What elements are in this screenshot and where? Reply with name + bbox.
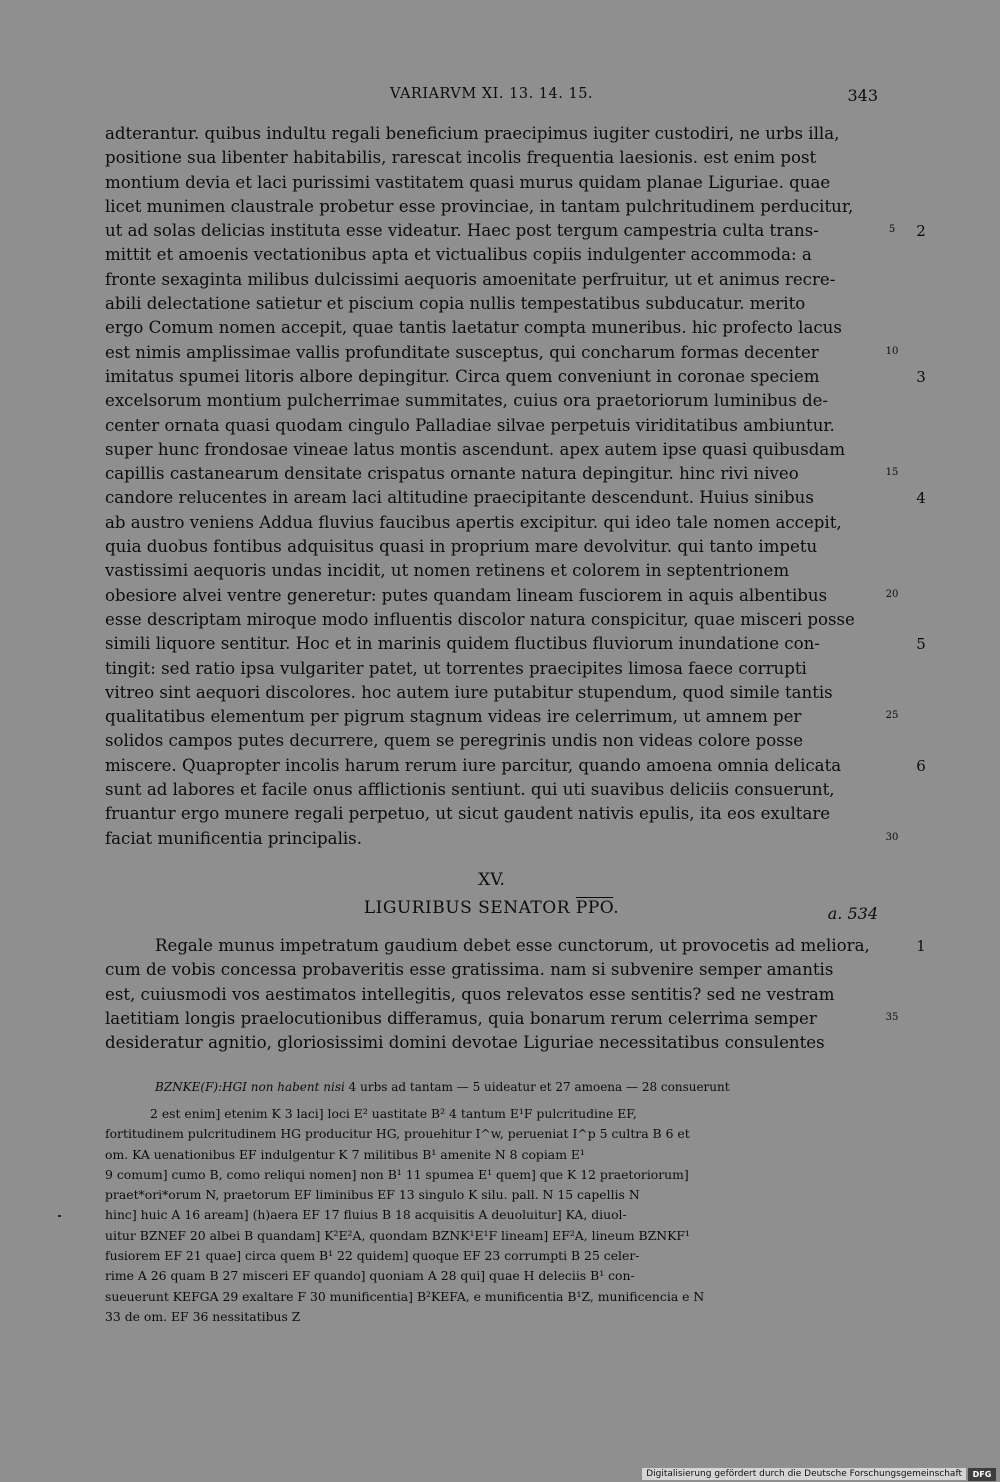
text-line <box>105 827 945 851</box>
margin-line-number <box>878 535 906 559</box>
text-line <box>105 389 945 413</box>
line-text: fruantur ergo munere regali perpetuo, ut sicut gaudent nativis epulis, ita eos exultare <box>105 804 831 824</box>
margin-line-number <box>878 316 906 340</box>
margin-section-number <box>906 657 936 681</box>
text-line <box>105 729 945 753</box>
line-text: vitreo sint aequori discolores. hoc autem iure putabitur stupendum, quod simile tantis <box>105 682 833 702</box>
text-line <box>105 1031 945 1055</box>
apparatus-note-line: sueuerunt KEFGA 29 exaltare F 30 munificentia] B²KEFA, e munificentia B¹Z, munificencia e N <box>105 1288 705 1304</box>
running-head <box>105 86 878 110</box>
line-text: mittit et amoenis vectationibus apta et victualibus copiis indulgenter accommoda: a <box>105 245 812 265</box>
line-text: est, cuiusmodi vos aestimatos intellegitis, quos relevatos esse sentitis? sed ne vestram <box>105 984 835 1004</box>
margin-line-number <box>878 983 906 1007</box>
scan-speck <box>58 1215 61 1217</box>
margin-line-number <box>878 195 906 219</box>
apparatus-note-line: hinc] huic A 16 aream] (h)aera EF 17 fluius B 18 acquisitis A deuoluitur] KA, diuol- <box>105 1207 627 1223</box>
margin-line-number <box>878 243 906 267</box>
apparatus-note-line: fusiorem EF 21 quae] circa quem B¹ 22 quidem] quoque EF 23 corrumpti B 25 celer- <box>105 1248 640 1264</box>
text-line <box>105 1007 945 1031</box>
margin-section-number <box>906 511 936 535</box>
margin-section-number: 6 <box>916 756 926 775</box>
apparatus-note-line: 2 est enim] etenim K 3 laci] loci E² uastitate B² 4 tantum E¹F pulcritudine EF, <box>150 1106 637 1121</box>
margin-line-number: 20 <box>885 588 899 600</box>
line-text: miscere. Quapropter incolis harum rerum iure parcitur, quando amoena omnia delicata <box>105 755 842 775</box>
margin-section-number <box>906 535 936 559</box>
running-title: VARIARVM XI. 13. 14. 15. <box>389 86 594 102</box>
margin-line-number <box>878 122 906 146</box>
text-line <box>105 608 945 632</box>
margin-line-number <box>878 729 906 753</box>
margin-line-number <box>878 171 906 195</box>
margin-section-number <box>906 1031 936 1055</box>
line-text: simili liquore sentitur. Hoc et in marinis quidem fluctibus fluviorum inundatione con- <box>105 634 820 654</box>
margin-line-number <box>878 389 906 413</box>
margin-section-number: 1 <box>916 937 926 955</box>
margin-section-number: 3 <box>916 367 926 386</box>
text-line <box>105 146 945 170</box>
letter-date: a. 534 <box>827 904 878 923</box>
margin-line-number <box>878 146 906 170</box>
page-number: 343 <box>847 86 878 105</box>
margin-section-number <box>906 195 936 219</box>
margin-section-number <box>906 389 936 413</box>
margin-line-number: 35 <box>885 1011 899 1023</box>
margin-section-number <box>906 729 936 753</box>
line-text: desideratur agnitio, gloriosissimi domini devotae Liguriae necessitatibus consulentes <box>105 1033 825 1053</box>
margin-section-number <box>906 778 936 802</box>
letter-number: XV. <box>478 870 505 890</box>
line-text: Regale munus impetratum gaudium debet esse cunctorum, ut provocetis ad meliora, <box>155 936 870 955</box>
apparatus-summary-rest: 4 urbs ad tantam — 5 uideatur et 27 amoena — 28 consuerunt <box>348 1080 730 1094</box>
margin-section-number <box>906 414 936 438</box>
line-text: excelsorum montium pulcherrimae summitates, cuius ora praetoriorum luminibus de- <box>105 391 829 411</box>
margin-line-number: 5 <box>888 224 896 236</box>
dfg-logo: DFG <box>968 1468 996 1481</box>
line-text: capillis castanearum densitate crispatus ornante natura depingitur. hinc rivi niveo <box>105 464 799 484</box>
text-line <box>105 535 945 559</box>
letter-text-block <box>105 934 945 1055</box>
margin-line-number <box>878 511 906 535</box>
line-text: vastissimi aequoris undas incidit, ut nomen retinens et colorem in septentrionem <box>105 561 790 581</box>
line-text: tingit: sed ratio ipsa vulgariter patet, ut torrentes praecipites limosa faece corrupti <box>105 658 807 678</box>
margin-line-number <box>878 681 906 705</box>
text-line <box>105 438 945 462</box>
text-line <box>105 802 945 826</box>
margin-line-number <box>878 657 906 681</box>
margin-line-number <box>878 559 906 583</box>
margin-line-number: 30 <box>885 831 899 843</box>
margin-line-number: 15 <box>885 467 899 479</box>
line-text: ergo Comum nomen accepit, quae tantis laetatur compta muneribus. hic profecto lacus <box>105 318 842 338</box>
margin-line-number: 10 <box>885 345 899 357</box>
line-text: adterantur. quibus indultu regali beneficium praecipimus iugiter custodiri, ne urbs illa, <box>105 124 840 143</box>
text-line <box>105 584 945 608</box>
line-text: faciat munificentia principalis. <box>105 828 362 848</box>
margin-section-number: 2 <box>916 222 926 241</box>
margin-section-number <box>906 983 936 1007</box>
text-line <box>105 243 945 267</box>
letter-title-suffix: . <box>613 898 620 918</box>
apparatus-note-line: praet*ori*orum N, praetorum EF liminibus EF 13 singulo K silu. pall. N 15 capellis N <box>105 1187 640 1203</box>
line-text: obesiore alvei ventre generetur: putes quandam lineam fusciorem in aquis albentibus <box>105 585 828 605</box>
letter-title-abbreviation: $\overline{PPO}$ <box>575 898 614 918</box>
margin-section-number <box>906 802 936 826</box>
line-text: solidos campos putes decurrere, quem se peregrinis undis non videas colore posse <box>105 731 804 751</box>
line-text: est nimis amplissimae vallis profunditate susceptus, qui concharum formas decenter <box>105 342 819 362</box>
line-text: qualitatibus elementum per pigrum stagnum videas ire celerrimum, ut amnem per <box>105 707 802 727</box>
text-line <box>105 462 945 486</box>
text-line <box>105 681 945 705</box>
text-line <box>105 958 945 982</box>
line-text: licet munimen claustrale probetur esse provinciae, in tantam pulchritudinem perducitur, <box>105 196 854 216</box>
margin-line-number <box>878 1031 906 1055</box>
text-line <box>105 511 945 535</box>
margin-line-number <box>878 754 906 778</box>
text-line <box>105 778 945 802</box>
margin-section-number <box>906 462 936 486</box>
line-text: imitatus spumei litoris albore depingitur. Circa quem conveniunt in coronae speciem <box>105 366 820 386</box>
margin-section-number <box>906 341 936 365</box>
text-line <box>105 341 945 365</box>
margin-section-number <box>906 292 936 316</box>
apparatus-note-line: uitur BZNEF 20 albei B quandam] K²E²A, quondam BZNK¹E¹F lineam] EF²A, lineum BZNKF¹ <box>105 1227 690 1243</box>
text-line <box>105 195 945 219</box>
margin-line-number <box>878 365 906 389</box>
margin-line-number <box>878 934 906 958</box>
apparatus-summary <box>155 1080 878 1094</box>
line-text: ab austro veniens Addua fluvius faucibus apertis excipitur. qui ideo tale nomen accepit, <box>105 512 842 532</box>
line-text: abili delectatione satietur et piscium copia nullis tempestatibus subducatur. merito <box>105 294 806 314</box>
margin-line-number <box>878 632 906 656</box>
margin-section-number <box>906 705 936 729</box>
margin-section-number <box>906 146 936 170</box>
margin-section-number <box>906 827 936 851</box>
margin-section-number <box>906 681 936 705</box>
digitization-credit: Digitalisierung gefördert durch die Deutsche Forschungsgemeinschaft <box>642 1468 966 1480</box>
margin-section-number <box>906 122 936 146</box>
line-text: esse descriptam miroque modo influentis discolor natura conspicitur, quae misceri posse <box>105 609 855 629</box>
text-line <box>105 414 945 438</box>
margin-section-number <box>906 584 936 608</box>
line-text: center ornata quasi quodam cingulo Palladiae silvae perpetuis viriditatibus ambiuntur. <box>105 415 835 435</box>
apparatus-note-line: rime A 26 quam B 27 misceri EF quando] quoniam A 28 qui] quae H deleciis B¹ con- <box>105 1268 635 1284</box>
margin-section-number <box>906 1007 936 1031</box>
letter-heading <box>105 898 878 924</box>
margin-line-number: 25 <box>885 710 899 722</box>
margin-section-number <box>906 171 936 195</box>
apparatus-summary-label: non habent nisi <box>250 1080 345 1094</box>
text-line <box>105 316 945 340</box>
text-line <box>105 934 945 958</box>
margin-line-number <box>878 486 906 510</box>
margin-section-number: 4 <box>916 489 926 508</box>
text-line <box>105 292 945 316</box>
letter-title-prefix: LIGURIBUS SENATOR <box>363 898 576 918</box>
line-text: positione sua libenter habitabilis, rarescat incolis frequentia laesionis. est enim post <box>105 148 817 168</box>
margin-line-number <box>878 438 906 462</box>
text-line <box>105 632 945 656</box>
text-line <box>105 268 945 292</box>
margin-line-number <box>878 414 906 438</box>
apparatus-notes <box>105 1104 878 1327</box>
margin-line-number <box>878 802 906 826</box>
apparatus-sigla: BZNKE(F):HGI <box>155 1080 247 1094</box>
apparatus-note-line: fortitudinem pulcritudinem HG producitur HG, prouehitur I^w, perueniat I^p 5 cultra B 6 et <box>105 1126 690 1142</box>
line-text: cum de vobis concessa probaveritis esse gratissima. nam si subvenire semper amantis <box>105 960 834 980</box>
margin-line-number <box>878 292 906 316</box>
line-text: sunt ad labores et facile onus afflictionis sentiunt. qui uti suavibus deliciis consuerunt, <box>105 780 835 800</box>
margin-section-number <box>906 268 936 292</box>
text-line <box>105 705 945 729</box>
text-line <box>105 486 945 510</box>
margin-section-number <box>906 608 936 632</box>
text-line <box>105 365 945 389</box>
line-text: fronte sexaginta milibus dulcissimi aequoris amoenitate perfruitur, ut et animus recre- <box>105 269 836 289</box>
margin-section-number <box>906 559 936 583</box>
text-line <box>105 559 945 583</box>
margin-line-number <box>878 778 906 802</box>
apparatus-note-line: 33 de om. EF 36 nessitatibus Z <box>105 1308 301 1324</box>
text-line <box>105 122 945 146</box>
line-text: laetitiam longis praelocutionibus differamus, quia bonarum rerum celerrima semper <box>105 1008 817 1028</box>
text-line <box>105 754 945 778</box>
margin-section-number <box>906 316 936 340</box>
line-text: montium devia et laci purissimi vastitatem quasi murus quidam planae Liguriae. quae <box>105 172 831 192</box>
text-line <box>105 171 945 195</box>
letter-title <box>105 898 878 918</box>
margin-line-number <box>878 608 906 632</box>
margin-line-number <box>878 958 906 982</box>
line-text: ut ad solas delicias instituta esse videatur. Haec post tergum campestria culta trans- <box>105 221 819 241</box>
text-line <box>105 657 945 681</box>
line-text: quia duobus fontibus adquisitus quasi in proprium mare devolvitur. qui tanto impetu <box>105 537 818 557</box>
apparatus-note-line: 9 comum] cumo B, como reliqui nomen] non B¹ 11 spumea E¹ quem] que K 12 praetoriorum] <box>105 1166 689 1182</box>
margin-section-number: 5 <box>916 635 926 654</box>
line-text: super hunc frondosae vineae latus montis ascendunt. apex autem ipse quasi quibusdam <box>105 439 846 459</box>
margin-section-number <box>906 958 936 982</box>
text-line <box>105 983 945 1007</box>
margin-section-number <box>906 243 936 267</box>
apparatus-note-line: om. KA uenationibus EF indulgentur K 7 militibus B¹ amenite N 8 copiam E¹ <box>105 1146 585 1162</box>
main-text-block <box>105 122 945 851</box>
text-line <box>105 219 945 243</box>
line-text: candore relucentes in aream laci altitudine praecipitante descendunt. Huius sinibus <box>105 488 814 508</box>
margin-section-number <box>906 438 936 462</box>
margin-line-number <box>878 268 906 292</box>
